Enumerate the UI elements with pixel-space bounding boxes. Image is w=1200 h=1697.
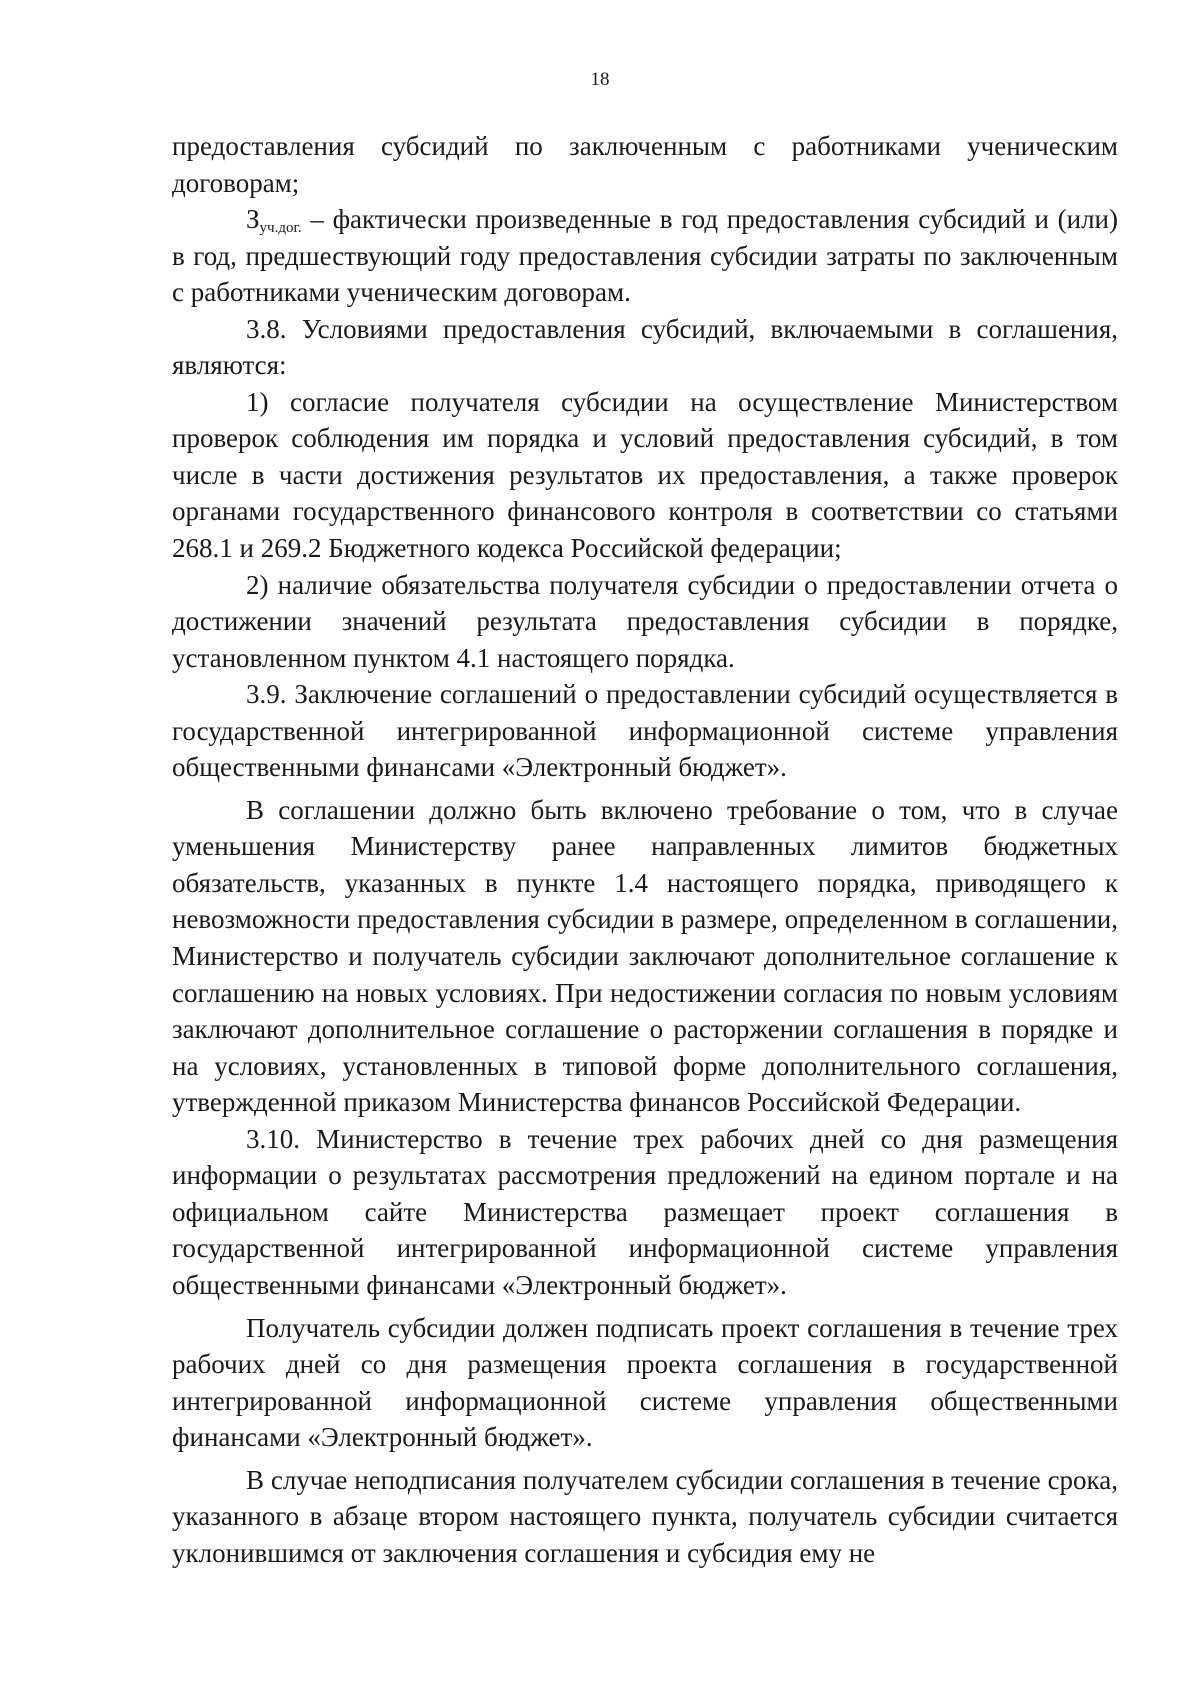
paragraph-recipient-signing: Получатель субсидии должен подписать проект соглашения в течение трех рабочих дней со дня размещения проекта соглашения в государственной интегрированной информационной системе управления общественными финансами «Электронный бюджет». (172, 1312, 1118, 1453)
formula-definition-text: – фактически произведенные в год предоставления субсидий и (или) в год, предшествующий году предоставления субсидии затраты по заключенным с работниками ученическим договорам. (172, 204, 1118, 308)
paragraph-3-10: 3.10. Министерство в течение трех рабочих дней со дня размещения информации о результатах рассмотрения предложений на едином портале и на официальном сайте Министерства размещает проект соглашения в государственной интегрированной информационной системе управления общественными финансами «Электронный бюджет». (172, 1123, 1118, 1300)
paragraph-condition-2: 2) наличие обязательства получателя субсидии о предоставлении отчета о достижении значений результата предоставления субсидии в порядке, установленном пунктом 4.1 настоящего порядка. (172, 569, 1118, 673)
formula-subscript: уч.дог. (259, 220, 302, 237)
paragraph-3-8: 3.8. Условиями предоставления субсидий, включаемыми в соглашения, являются: (172, 313, 1118, 381)
paragraph-agreement-requirement: В соглашении должно быть включено требование о том, что в случае уменьшения Министерству ранее направленных лимитов бюджетных обязательств, указанных в пункте 1.4 настоящего порядка, приводящего к невозможности предоставления субсидии в размере, определенном в соглашении, Министерство и получатель субсидии заключают дополнительное соглашение к соглашению на новых условиях. При недостижении согласия по новым условиям заключают дополнительное соглашение о расторжении соглашения в порядке и на условиях, установленных в типовой форме дополнительного соглашения, утвержденной приказом Министерства финансов Российской Федерации. (172, 794, 1118, 1118)
paragraph-formula-definition (172, 201, 1118, 311)
formula-symbol: З (246, 204, 260, 235)
paragraph-3-9: 3.9. Заключение соглашений о предоставлении субсидий осуществляется в государственной интегрированной информационной системе управления общественными финансами «Электронный бюджет». (172, 679, 1118, 783)
document-body (172, 128, 1118, 1571)
paragraph-condition-1: 1) согласие получателя субсидии на осуществление Министерством проверок соблюдения им порядка и условий предоставления субсидий, в том числе в части достижения результатов их предоставления, а также проверок органами государственного финансового контроля в соответствии со статьями 268.1 и 269.2 Бюджетного кодекса Российской федерации; (172, 386, 1118, 564)
paragraph-continuation: предоставления субсидий по заключенным с работниками ученическим договорам; (172, 131, 1118, 198)
paragraph-non-signing: В случае неподписания получателем субсидии соглашения в течение срока, указанного в абзаце втором настоящего пункта, получатель субсидии считается уклонившимся от заключения соглашения и субсидия ему не (172, 1464, 1118, 1568)
page-number: 18 (590, 69, 610, 90)
